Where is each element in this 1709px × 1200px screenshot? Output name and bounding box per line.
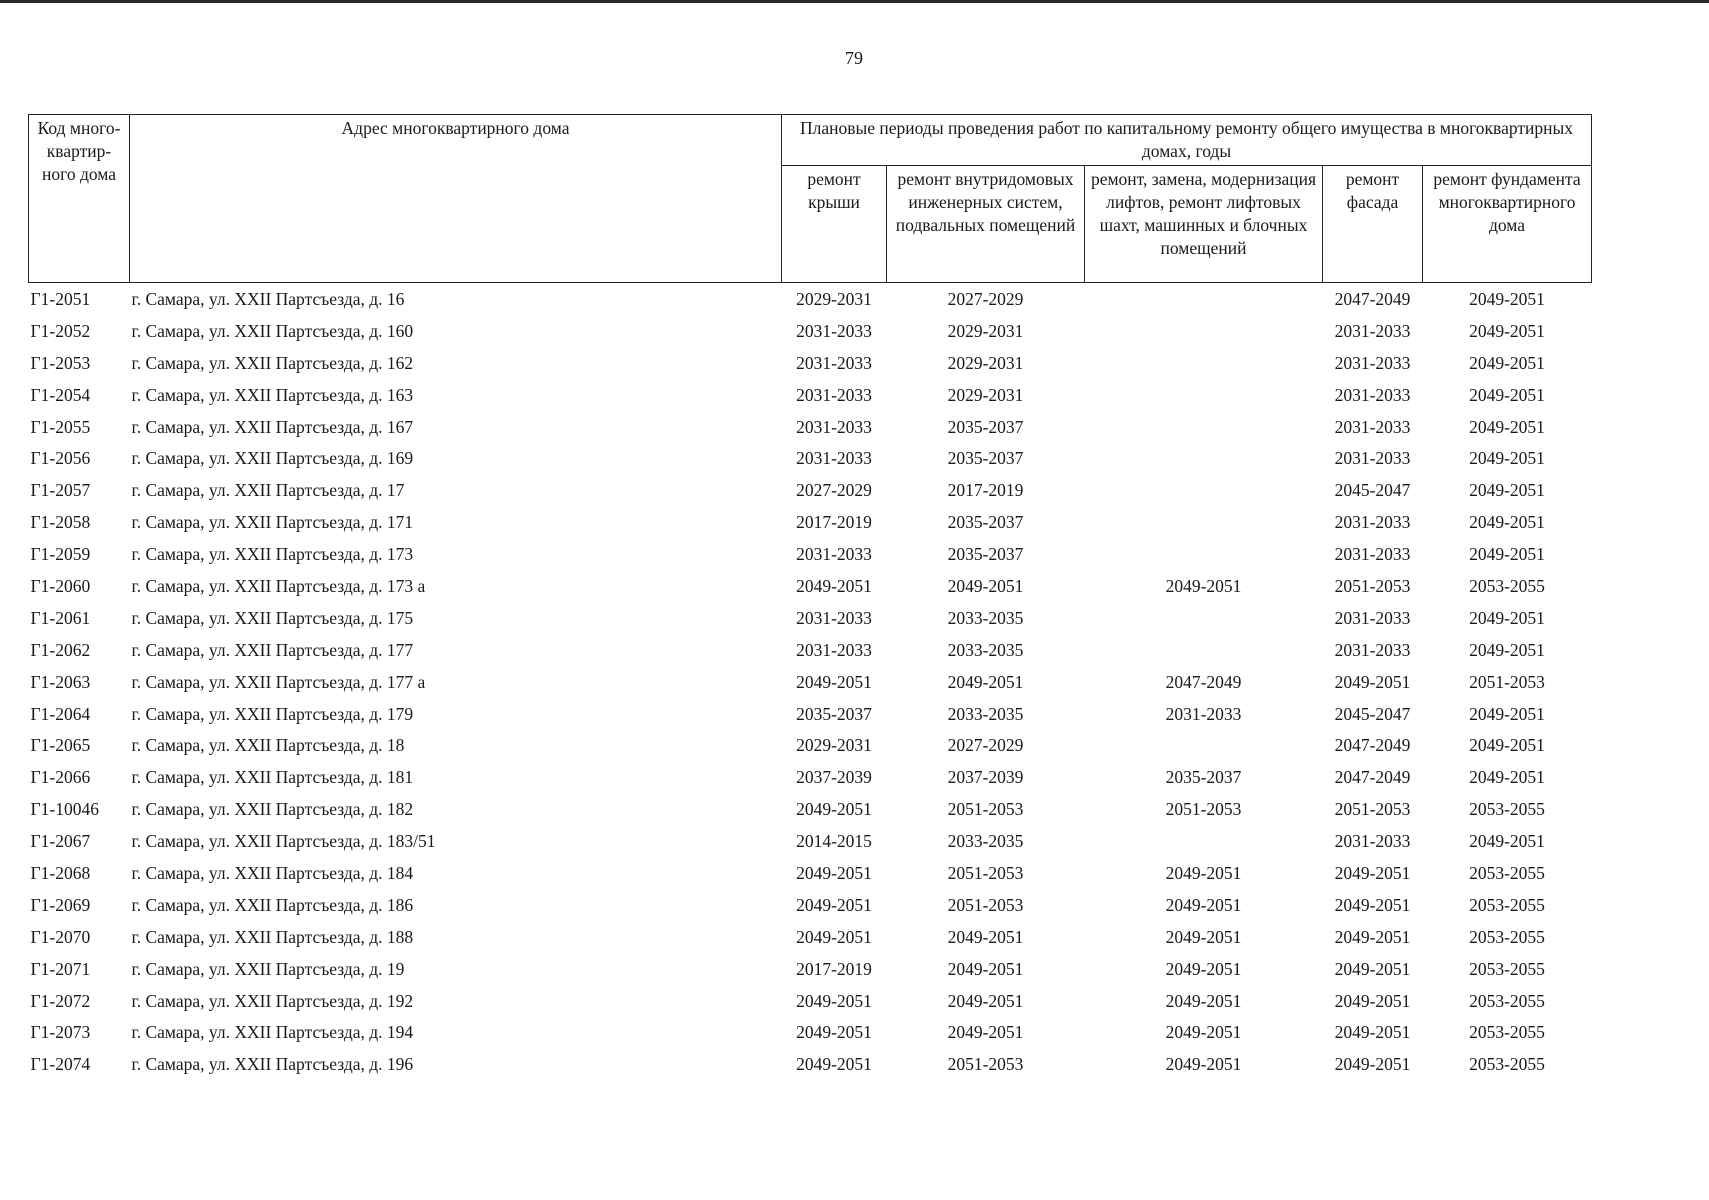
engineering-period: 2037-2039 bbox=[947, 767, 1024, 788]
header-engineering: ремонт внутридомовых инженерных систем, подвальных помещений bbox=[887, 166, 1085, 283]
house-code: Г1-2055 bbox=[30, 416, 91, 437]
table-row bbox=[29, 857, 1592, 889]
table-row bbox=[29, 570, 1592, 602]
roof-period: 2027-2029 bbox=[796, 480, 872, 501]
engineering-period: 2033-2035 bbox=[947, 703, 1024, 724]
engineering-period: 2049-2051 bbox=[947, 990, 1024, 1011]
foundation-period: 2053-2055 bbox=[1469, 862, 1545, 883]
table-row bbox=[29, 953, 1592, 985]
house-code: Г1-2062 bbox=[30, 639, 91, 660]
elevators-period bbox=[1085, 825, 1323, 857]
house-code: Г1-2059 bbox=[30, 544, 91, 565]
table-row bbox=[29, 825, 1592, 857]
foundation-period: 2053-2055 bbox=[1469, 1054, 1545, 1075]
roof-period: 2029-2031 bbox=[796, 735, 872, 756]
table-row bbox=[29, 1016, 1592, 1048]
foundation-period: 2049-2051 bbox=[1469, 448, 1545, 469]
facade-period: 2049-2051 bbox=[1334, 671, 1411, 692]
elevators-period: 2047-2049 bbox=[1165, 671, 1242, 692]
elevators-period: 2031-2033 bbox=[1165, 703, 1242, 724]
house-code: Г1-2072 bbox=[30, 990, 91, 1011]
elevators-period bbox=[1085, 411, 1323, 443]
roof-period: 2031-2033 bbox=[796, 639, 872, 660]
header-planned-periods: Плановые периоды проведения работ по капитальному ремонту общего имущества в многоквартирных домах, годы bbox=[782, 115, 1592, 166]
house-code: Г1-2071 bbox=[30, 958, 91, 979]
foundation-period: 2051-2053 bbox=[1469, 671, 1545, 692]
table-header bbox=[29, 115, 1592, 283]
elevators-period bbox=[1085, 729, 1323, 761]
elevators-period bbox=[1085, 347, 1323, 379]
roof-period: 2017-2019 bbox=[796, 958, 872, 979]
house-address: г. Самара, ул. XXII Партсъезда, д. 160 bbox=[131, 320, 414, 341]
foundation-period: 2049-2051 bbox=[1469, 767, 1545, 788]
engineering-period: 2051-2053 bbox=[947, 862, 1024, 883]
engineering-period: 2049-2051 bbox=[947, 1022, 1024, 1043]
facade-period: 2031-2033 bbox=[1334, 320, 1411, 341]
house-code: Г1-2066 bbox=[30, 767, 91, 788]
engineering-period: 2029-2031 bbox=[947, 352, 1024, 373]
facade-period: 2031-2033 bbox=[1334, 607, 1411, 628]
foundation-period: 2049-2051 bbox=[1469, 735, 1545, 756]
house-code: Г1-2056 bbox=[30, 448, 91, 469]
house-code: Г1-10046 bbox=[30, 799, 99, 820]
roof-period: 2049-2051 bbox=[796, 575, 872, 596]
table-row bbox=[29, 411, 1592, 443]
foundation-period: 2049-2051 bbox=[1469, 352, 1545, 373]
elevators-period: 2049-2051 bbox=[1165, 862, 1242, 883]
table-row bbox=[29, 729, 1592, 761]
elevators-period: 2049-2051 bbox=[1165, 926, 1242, 947]
engineering-period: 2049-2051 bbox=[947, 926, 1024, 947]
foundation-period: 2049-2051 bbox=[1469, 831, 1545, 852]
engineering-period: 2035-2037 bbox=[947, 416, 1024, 437]
foundation-period: 2049-2051 bbox=[1469, 703, 1545, 724]
house-address: г. Самара, ул. XXII Партсъезда, д. 173 bbox=[131, 544, 414, 565]
facade-period: 2049-2051 bbox=[1334, 958, 1411, 979]
house-address: г. Самара, ул. XXII Партсъезда, д. 188 bbox=[131, 926, 414, 947]
house-address: г. Самара, ул. XXII Партсъезда, д. 173 а bbox=[131, 575, 426, 596]
engineering-period: 2049-2051 bbox=[947, 958, 1024, 979]
table-row bbox=[29, 634, 1592, 666]
house-address: г. Самара, ул. XXII Партсъезда, д. 175 bbox=[131, 607, 414, 628]
house-code: Г1-2057 bbox=[30, 480, 91, 501]
table-row bbox=[29, 889, 1592, 921]
table-row bbox=[29, 283, 1592, 315]
house-address: г. Самара, ул. XXII Партсъезда, д. 177 bbox=[131, 639, 414, 660]
foundation-period: 2053-2055 bbox=[1469, 958, 1545, 979]
house-address: г. Самара, ул. XXII Партсъезда, д. 177 а bbox=[131, 671, 426, 692]
house-address: г. Самара, ул. XXII Партсъезда, д. 19 bbox=[131, 958, 405, 979]
elevators-period: 2049-2051 bbox=[1165, 958, 1242, 979]
house-address: г. Самара, ул. XXII Партсъезда, д. 183/51 bbox=[131, 831, 436, 852]
foundation-period: 2049-2051 bbox=[1469, 320, 1545, 341]
facade-period: 2049-2051 bbox=[1334, 1022, 1411, 1043]
foundation-period: 2049-2051 bbox=[1469, 639, 1545, 660]
engineering-period: 2049-2051 bbox=[947, 575, 1024, 596]
engineering-period: 2033-2035 bbox=[947, 607, 1024, 628]
facade-period: 2047-2049 bbox=[1334, 767, 1411, 788]
elevators-period bbox=[1085, 379, 1323, 411]
table-row bbox=[29, 761, 1592, 793]
foundation-period: 2049-2051 bbox=[1469, 288, 1545, 309]
table-row bbox=[29, 315, 1592, 347]
facade-period: 2045-2047 bbox=[1334, 703, 1411, 724]
house-address: г. Самара, ул. XXII Партсъезда, д. 181 bbox=[131, 767, 414, 788]
foundation-period: 2053-2055 bbox=[1469, 1022, 1545, 1043]
header-elevators: ремонт, замена, модернизация лифтов, ремонт лифтовых шахт, машинных и блочных помещений bbox=[1085, 166, 1323, 283]
elevators-period bbox=[1085, 474, 1323, 506]
roof-period: 2029-2031 bbox=[796, 288, 872, 309]
engineering-period: 2035-2037 bbox=[947, 448, 1024, 469]
foundation-period: 2049-2051 bbox=[1469, 512, 1545, 533]
roof-period: 2049-2051 bbox=[796, 926, 872, 947]
house-code: Г1-2073 bbox=[30, 1022, 91, 1043]
house-address: г. Самара, ул. XXII Партсъезда, д. 169 bbox=[131, 448, 414, 469]
roof-period: 2031-2033 bbox=[796, 384, 872, 405]
foundation-period: 2049-2051 bbox=[1469, 480, 1545, 501]
roof-period: 2049-2051 bbox=[796, 990, 872, 1011]
elevators-period bbox=[1085, 283, 1323, 315]
table-row bbox=[29, 379, 1592, 411]
house-code: Г1-2065 bbox=[30, 735, 91, 756]
house-code: Г1-2067 bbox=[30, 831, 91, 852]
table-body bbox=[29, 283, 1592, 1081]
house-code: Г1-2053 bbox=[30, 352, 91, 373]
roof-period: 2049-2051 bbox=[796, 799, 872, 820]
roof-period: 2031-2033 bbox=[796, 416, 872, 437]
engineering-period: 2033-2035 bbox=[947, 639, 1024, 660]
roof-period: 2049-2051 bbox=[796, 862, 872, 883]
elevators-period bbox=[1085, 506, 1323, 538]
house-address: г. Самара, ул. XXII Партсъезда, д. 16 bbox=[131, 288, 405, 309]
house-address: г. Самара, ул. XXII Партсъезда, д. 182 bbox=[131, 799, 414, 820]
facade-period: 2031-2033 bbox=[1334, 544, 1411, 565]
house-code: Г1-2052 bbox=[30, 320, 91, 341]
header-roof: ремонт крыши bbox=[782, 166, 887, 283]
elevators-period: 2049-2051 bbox=[1165, 1022, 1242, 1043]
house-address: г. Самара, ул. XXII Партсъезда, д. 162 bbox=[131, 352, 414, 373]
facade-period: 2031-2033 bbox=[1334, 352, 1411, 373]
roof-period: 2031-2033 bbox=[796, 352, 872, 373]
house-address: г. Самара, ул. XXII Партсъезда, д. 163 bbox=[131, 384, 414, 405]
house-address: г. Самара, ул. XXII Партсъезда, д. 17 bbox=[131, 480, 405, 501]
roof-period: 2049-2051 bbox=[796, 1022, 872, 1043]
facade-period: 2031-2033 bbox=[1334, 512, 1411, 533]
header-foundation: ремонт фундамента многоквартирного дома bbox=[1423, 166, 1592, 283]
elevators-period bbox=[1085, 634, 1323, 666]
table-row bbox=[29, 474, 1592, 506]
engineering-period: 2033-2035 bbox=[947, 831, 1024, 852]
facade-period: 2049-2051 bbox=[1334, 894, 1411, 915]
house-code: Г1-2064 bbox=[30, 703, 91, 724]
house-address: г. Самара, ул. XXII Партсъезда, д. 18 bbox=[131, 735, 405, 756]
house-address: г. Самара, ул. XXII Партсъезда, д. 194 bbox=[131, 1022, 414, 1043]
table-row bbox=[29, 442, 1592, 474]
foundation-period: 2053-2055 bbox=[1469, 894, 1545, 915]
house-code: Г1-2051 bbox=[30, 288, 91, 309]
facade-period: 2049-2051 bbox=[1334, 1054, 1411, 1075]
roof-period: 2031-2033 bbox=[796, 448, 872, 469]
roof-period: 2031-2033 bbox=[796, 544, 872, 565]
engineering-period: 2051-2053 bbox=[947, 1054, 1024, 1075]
elevators-period bbox=[1085, 315, 1323, 347]
facade-period: 2031-2033 bbox=[1334, 384, 1411, 405]
facade-period: 2031-2033 bbox=[1334, 448, 1411, 469]
roof-period: 2017-2019 bbox=[796, 512, 872, 533]
facade-period: 2051-2053 bbox=[1334, 575, 1411, 596]
house-code: Г1-2054 bbox=[30, 384, 91, 405]
house-address: г. Самара, ул. XXII Партсъезда, д. 171 bbox=[131, 512, 414, 533]
facade-period: 2031-2033 bbox=[1334, 639, 1411, 660]
engineering-period: 2051-2053 bbox=[947, 799, 1024, 820]
facade-period: 2045-2047 bbox=[1334, 480, 1411, 501]
foundation-period: 2049-2051 bbox=[1469, 544, 1545, 565]
engineering-period: 2029-2031 bbox=[947, 384, 1024, 405]
table-row bbox=[29, 538, 1592, 570]
elevators-period: 2049-2051 bbox=[1165, 575, 1242, 596]
table-row bbox=[29, 347, 1592, 379]
engineering-period: 2029-2031 bbox=[947, 320, 1024, 341]
roof-period: 2037-2039 bbox=[796, 767, 872, 788]
house-code: Г1-2060 bbox=[30, 575, 91, 596]
house-address: г. Самара, ул. XXII Партсъезда, д. 196 bbox=[131, 1054, 414, 1075]
roof-period: 2049-2051 bbox=[796, 1054, 872, 1075]
header-facade: ремонт фасада bbox=[1323, 166, 1423, 283]
table-row bbox=[29, 698, 1592, 730]
house-code: Г1-2061 bbox=[30, 607, 91, 628]
house-code: Г1-2063 bbox=[30, 671, 91, 692]
capital-repair-schedule-table bbox=[28, 114, 1592, 1080]
facade-period: 2051-2053 bbox=[1334, 799, 1411, 820]
foundation-period: 2049-2051 bbox=[1469, 416, 1545, 437]
facade-period: 2031-2033 bbox=[1334, 416, 1411, 437]
facade-period: 2031-2033 bbox=[1334, 831, 1411, 852]
page-number: 79 bbox=[845, 48, 863, 68]
table-row bbox=[29, 793, 1592, 825]
house-address: г. Самара, ул. XXII Партсъезда, д. 167 bbox=[131, 416, 414, 437]
elevators-period bbox=[1085, 602, 1323, 634]
elevators-period bbox=[1085, 442, 1323, 474]
house-code: Г1-2058 bbox=[30, 512, 91, 533]
facade-period: 2049-2051 bbox=[1334, 926, 1411, 947]
foundation-period: 2053-2055 bbox=[1469, 990, 1545, 1011]
foundation-period: 2053-2055 bbox=[1469, 926, 1545, 947]
engineering-period: 2027-2029 bbox=[947, 735, 1024, 756]
engineering-period: 2035-2037 bbox=[947, 512, 1024, 533]
roof-period: 2031-2033 bbox=[796, 320, 872, 341]
elevators-period: 2049-2051 bbox=[1165, 1054, 1242, 1075]
roof-period: 2031-2033 bbox=[796, 607, 872, 628]
header-code: Код много-квартир-ного дома bbox=[29, 115, 130, 283]
house-address: г. Самара, ул. XXII Партсъезда, д. 179 bbox=[131, 703, 414, 724]
engineering-period: 2051-2053 bbox=[947, 894, 1024, 915]
table-row bbox=[29, 1048, 1592, 1080]
foundation-period: 2053-2055 bbox=[1469, 575, 1545, 596]
foundation-period: 2053-2055 bbox=[1469, 799, 1545, 820]
table-row bbox=[29, 921, 1592, 953]
table-row bbox=[29, 985, 1592, 1017]
facade-period: 2049-2051 bbox=[1334, 990, 1411, 1011]
engineering-period: 2017-2019 bbox=[947, 480, 1024, 501]
elevators-period: 2049-2051 bbox=[1165, 894, 1242, 915]
roof-period: 2035-2037 bbox=[796, 703, 872, 724]
house-code: Г1-2070 bbox=[30, 926, 91, 947]
roof-period: 2049-2051 bbox=[796, 894, 872, 915]
house-address: г. Самара, ул. XXII Партсъезда, д. 186 bbox=[131, 894, 414, 915]
foundation-period: 2049-2051 bbox=[1469, 384, 1545, 405]
engineering-period: 2049-2051 bbox=[947, 671, 1024, 692]
house-address: г. Самара, ул. XXII Партсъезда, д. 184 bbox=[131, 862, 414, 883]
table-row bbox=[29, 666, 1592, 698]
elevators-period: 2051-2053 bbox=[1165, 799, 1242, 820]
roof-period: 2049-2051 bbox=[796, 671, 872, 692]
table-row bbox=[29, 506, 1592, 538]
engineering-period: 2035-2037 bbox=[947, 544, 1024, 565]
elevators-period bbox=[1085, 538, 1323, 570]
top-border-rule bbox=[0, 0, 1709, 3]
table-row bbox=[29, 602, 1592, 634]
house-address: г. Самара, ул. XXII Партсъезда, д. 192 bbox=[131, 990, 414, 1011]
facade-period: 2047-2049 bbox=[1334, 288, 1411, 309]
facade-period: 2047-2049 bbox=[1334, 735, 1411, 756]
facade-period: 2049-2051 bbox=[1334, 862, 1411, 883]
house-code: Г1-2074 bbox=[30, 1054, 91, 1075]
engineering-period: 2027-2029 bbox=[947, 288, 1024, 309]
foundation-period: 2049-2051 bbox=[1469, 607, 1545, 628]
house-code: Г1-2068 bbox=[30, 862, 91, 883]
house-code: Г1-2069 bbox=[30, 894, 91, 915]
elevators-period: 2035-2037 bbox=[1165, 767, 1242, 788]
roof-period: 2014-2015 bbox=[796, 831, 872, 852]
elevators-period: 2049-2051 bbox=[1165, 990, 1242, 1011]
header-address: Адрес многоквартирного дома bbox=[130, 115, 782, 283]
